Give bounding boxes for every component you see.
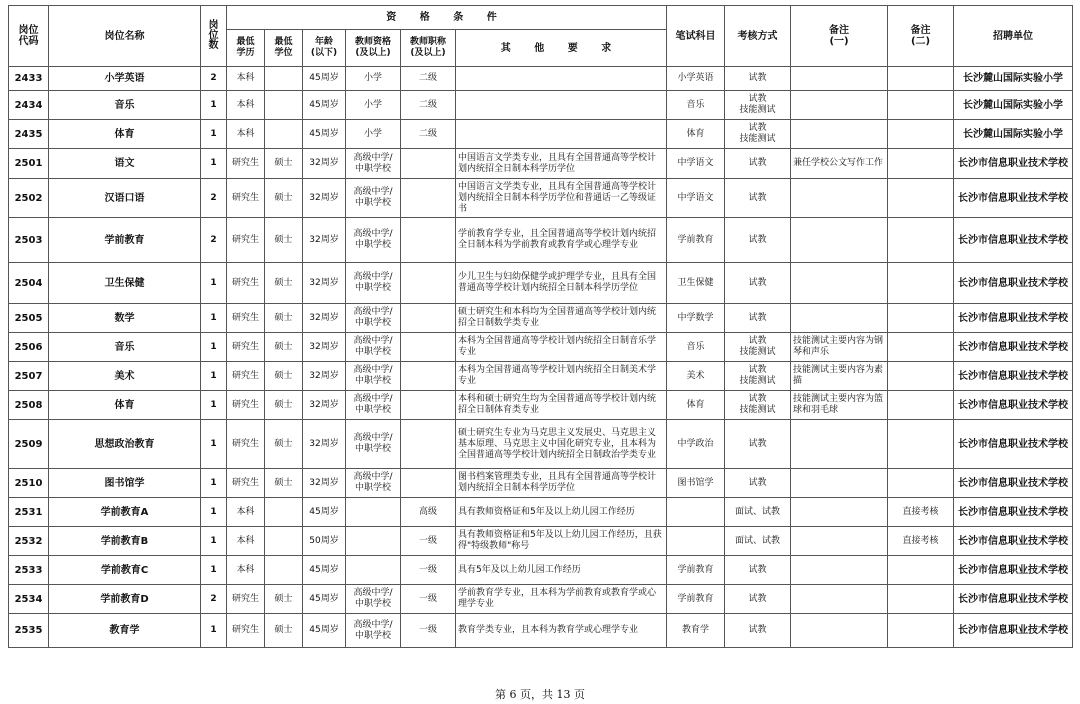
- row-unit: 长沙市信息职业技术学校: [954, 218, 1073, 263]
- row-teacher-qual: 高级中学/ 中职学校: [346, 333, 401, 362]
- row-note2: [888, 120, 954, 149]
- row-note2: [888, 614, 954, 648]
- row-teacher-qual: 高级中学/ 中职学校: [346, 469, 401, 498]
- row-name: 音乐: [49, 333, 201, 362]
- table-row: [9, 556, 1073, 585]
- row-count: 1: [201, 149, 227, 179]
- table-row: [9, 304, 1073, 333]
- row-count: 1: [201, 498, 227, 527]
- table-row: [9, 614, 1073, 648]
- row-name: 小学英语: [49, 67, 201, 91]
- row-teacher-qual: 高级中学/ 中职学校: [346, 614, 401, 648]
- row-unit: 长沙市信息职业技术学校: [954, 585, 1073, 614]
- row-degree: 硕士: [265, 420, 303, 469]
- header-title: 教师职称 (及以上): [401, 30, 456, 67]
- row-title: 二级: [401, 67, 456, 91]
- row-edu: 研究生: [227, 391, 265, 420]
- row-note1: [791, 585, 888, 614]
- row-degree: 硕士: [265, 179, 303, 218]
- row-note1: 技能测试主要内容为钢琴和声乐: [791, 333, 888, 362]
- row-age: 32周岁: [303, 333, 346, 362]
- row-note1: [791, 527, 888, 556]
- row-unit: 长沙市信息职业技术学校: [954, 333, 1073, 362]
- row-method: 试教: [725, 614, 791, 648]
- row-exam: 教育学: [667, 614, 725, 648]
- row-edu: 研究生: [227, 362, 265, 391]
- row-edu: 研究生: [227, 469, 265, 498]
- row-count: 1: [201, 614, 227, 648]
- row-method: 试教: [725, 263, 791, 304]
- row-teacher-qual: 高级中学/ 中职学校: [346, 263, 401, 304]
- row-count: 1: [201, 91, 227, 120]
- row-name: 卫生保健: [49, 263, 201, 304]
- row-degree: 硕士: [265, 469, 303, 498]
- row-other: 具有教师资格证和5年及以上幼儿园工作经历: [456, 498, 667, 527]
- header-method: 考核方式: [725, 6, 791, 67]
- row-teacher-qual: 高级中学/ 中职学校: [346, 585, 401, 614]
- row-exam: 学前教育: [667, 585, 725, 614]
- row-age: 45周岁: [303, 614, 346, 648]
- row-other: [456, 67, 667, 91]
- row-code: 2509: [9, 420, 49, 469]
- row-degree: 硕士: [265, 614, 303, 648]
- row-code: 2501: [9, 149, 49, 179]
- row-degree: [265, 498, 303, 527]
- row-code: 2533: [9, 556, 49, 585]
- table-row: [9, 179, 1073, 218]
- row-age: 45周岁: [303, 498, 346, 527]
- row-edu: 本科: [227, 120, 265, 149]
- row-degree: 硕士: [265, 362, 303, 391]
- row-unit: 长沙麓山国际实验小学: [954, 91, 1073, 120]
- row-exam: 音乐: [667, 91, 725, 120]
- row-name: 汉语口语: [49, 179, 201, 218]
- row-note2: [888, 391, 954, 420]
- row-code: 2508: [9, 391, 49, 420]
- table-row: [9, 498, 1073, 527]
- row-edu: 研究生: [227, 218, 265, 263]
- header-qualification-group: 资 格 条 件: [227, 6, 667, 30]
- row-teacher-qual: 高级中学/ 中职学校: [346, 391, 401, 420]
- header-unit: 招聘单位: [954, 6, 1073, 67]
- row-exam: 中学数学: [667, 304, 725, 333]
- row-unit: 长沙市信息职业技术学校: [954, 304, 1073, 333]
- row-count: 1: [201, 469, 227, 498]
- row-exam: 卫生保健: [667, 263, 725, 304]
- header-exam: 笔试科目: [667, 6, 725, 67]
- row-teacher-qual: [346, 527, 401, 556]
- table-body: [9, 67, 1073, 648]
- row-count: 1: [201, 527, 227, 556]
- row-unit: 长沙市信息职业技术学校: [954, 614, 1073, 648]
- row-exam: 学前教育: [667, 556, 725, 585]
- row-name: 学前教育D: [49, 585, 201, 614]
- row-exam: 体育: [667, 391, 725, 420]
- row-count: 1: [201, 263, 227, 304]
- row-edu: 研究生: [227, 585, 265, 614]
- row-name: 音乐: [49, 91, 201, 120]
- row-count: 1: [201, 391, 227, 420]
- row-title: [401, 469, 456, 498]
- row-exam: 中学语文: [667, 179, 725, 218]
- row-title: 一级: [401, 585, 456, 614]
- row-method: 面试、试教: [725, 527, 791, 556]
- row-teacher-qual: 高级中学/ 中职学校: [346, 420, 401, 469]
- row-other: 中国语言文学类专业，且具有全国普通高等学校计划内统招全日制本科学历学位和普通话一乙等级证书: [456, 179, 667, 218]
- row-name: 思想政治教育: [49, 420, 201, 469]
- row-exam: 音乐: [667, 333, 725, 362]
- table-row: [9, 91, 1073, 120]
- row-other: 具有5年及以上幼儿园工作经历: [456, 556, 667, 585]
- row-teacher-qual: [346, 556, 401, 585]
- row-age: 32周岁: [303, 362, 346, 391]
- row-method: 试教: [725, 218, 791, 263]
- row-age: 50周岁: [303, 527, 346, 556]
- row-count: 1: [201, 556, 227, 585]
- row-age: 32周岁: [303, 218, 346, 263]
- row-degree: [265, 91, 303, 120]
- table-row: [9, 333, 1073, 362]
- row-count: 1: [201, 120, 227, 149]
- row-note1: [791, 91, 888, 120]
- row-code: 2507: [9, 362, 49, 391]
- header-teacher-qual: 教师资格 (及以上): [346, 30, 401, 67]
- row-age: 32周岁: [303, 420, 346, 469]
- row-edu: 研究生: [227, 304, 265, 333]
- row-other: 中国语言文学类专业，且具有全国普通高等学校计划内统招全日制本科学历学位: [456, 149, 667, 179]
- row-edu: 研究生: [227, 179, 265, 218]
- row-title: 一级: [401, 614, 456, 648]
- row-age: 45周岁: [303, 91, 346, 120]
- table-row: [9, 469, 1073, 498]
- row-other: 本科为全国普通高等学校计划内统招全日制音乐学专业: [456, 333, 667, 362]
- row-code: 2535: [9, 614, 49, 648]
- row-note2: [888, 218, 954, 263]
- row-unit: 长沙市信息职业技术学校: [954, 179, 1073, 218]
- row-name: 学前教育: [49, 218, 201, 263]
- row-title: [401, 420, 456, 469]
- row-note2: [888, 91, 954, 120]
- row-age: 32周岁: [303, 304, 346, 333]
- row-method: 试教: [725, 469, 791, 498]
- row-exam: 美术: [667, 362, 725, 391]
- row-note1: [791, 263, 888, 304]
- row-teacher-qual: 小学: [346, 120, 401, 149]
- row-note1: [791, 420, 888, 469]
- row-note1: [791, 179, 888, 218]
- table-row: [9, 391, 1073, 420]
- page-footer: 第 6 页，共 13 页: [495, 688, 585, 701]
- table-row: [9, 585, 1073, 614]
- row-note1: [791, 498, 888, 527]
- row-teacher-qual: [346, 498, 401, 527]
- table-row: [9, 149, 1073, 179]
- row-edu: 研究生: [227, 420, 265, 469]
- row-code: 2534: [9, 585, 49, 614]
- row-note2: [888, 333, 954, 362]
- row-unit: 长沙市信息职业技术学校: [954, 498, 1073, 527]
- row-other: 本科和硕士研究生均为全国普通高等学校计划内统招全日制体育类专业: [456, 391, 667, 420]
- row-title: [401, 149, 456, 179]
- row-name: 图书馆学: [49, 469, 201, 498]
- row-unit: 长沙市信息职业技术学校: [954, 420, 1073, 469]
- row-note1: [791, 556, 888, 585]
- row-age: 45周岁: [303, 67, 346, 91]
- row-title: [401, 263, 456, 304]
- table-row: [9, 67, 1073, 91]
- row-title: [401, 218, 456, 263]
- row-method: 试教 技能测试: [725, 362, 791, 391]
- row-note1: 兼任学校公文写作工作: [791, 149, 888, 179]
- row-teacher-qual: 高级中学/ 中职学校: [346, 362, 401, 391]
- row-title: 一级: [401, 556, 456, 585]
- row-code: 2505: [9, 304, 49, 333]
- table-row: [9, 218, 1073, 263]
- header-age: 年龄 (以下): [303, 30, 346, 67]
- row-title: [401, 304, 456, 333]
- row-note1: [791, 120, 888, 149]
- row-code: 2504: [9, 263, 49, 304]
- row-age: 32周岁: [303, 263, 346, 304]
- row-unit: 长沙市信息职业技术学校: [954, 362, 1073, 391]
- row-title: [401, 179, 456, 218]
- row-count: 1: [201, 304, 227, 333]
- row-age: 45周岁: [303, 585, 346, 614]
- row-degree: 硕士: [265, 218, 303, 263]
- row-code: 2502: [9, 179, 49, 218]
- row-edu: 研究生: [227, 614, 265, 648]
- row-edu: 本科: [227, 91, 265, 120]
- header-note1: 备注 (一): [791, 6, 888, 67]
- row-unit: 长沙市信息职业技术学校: [954, 527, 1073, 556]
- row-other: 图书档案管理类专业，且具有全国普通高等学校计划内统招全日制本科学历学位: [456, 469, 667, 498]
- row-other: 少儿卫生与妇幼保健学或护理学专业，且具有全国普通高等学校计划内统招全日制本科学历学位: [456, 263, 667, 304]
- row-count: 2: [201, 179, 227, 218]
- header-other: 其 他 要 求: [456, 30, 667, 67]
- row-edu: 研究生: [227, 149, 265, 179]
- table-row: [9, 263, 1073, 304]
- row-code: 2434: [9, 91, 49, 120]
- row-code: 2503: [9, 218, 49, 263]
- row-exam: 体育: [667, 120, 725, 149]
- row-note1: [791, 614, 888, 648]
- row-count: 2: [201, 67, 227, 91]
- row-other: 硕士研究生和本科均为全国普通高等学校计划内统招全日制数学类专业: [456, 304, 667, 333]
- row-count: 1: [201, 333, 227, 362]
- header-edu: 最低 学历: [227, 30, 265, 67]
- row-note2: [888, 362, 954, 391]
- row-other: 学前教育学专业，且全国普通高等学校计划内统招全日制本科为学前教育或教育学或心理学专业: [456, 218, 667, 263]
- row-unit: 长沙市信息职业技术学校: [954, 556, 1073, 585]
- row-unit: 长沙市信息职业技术学校: [954, 469, 1073, 498]
- row-title: 二级: [401, 91, 456, 120]
- row-note1: [791, 67, 888, 91]
- row-unit: 长沙市信息职业技术学校: [954, 391, 1073, 420]
- row-code: 2532: [9, 527, 49, 556]
- row-degree: 硕士: [265, 263, 303, 304]
- row-exam: 小学英语: [667, 67, 725, 91]
- row-age: 32周岁: [303, 179, 346, 218]
- row-note2: [888, 67, 954, 91]
- row-name: 学前教育B: [49, 527, 201, 556]
- row-note2: [888, 179, 954, 218]
- row-unit: 长沙市信息职业技术学校: [954, 149, 1073, 179]
- row-degree: [265, 527, 303, 556]
- table-row: [9, 420, 1073, 469]
- row-code: 2506: [9, 333, 49, 362]
- row-note2: [888, 263, 954, 304]
- row-name: 学前教育C: [49, 556, 201, 585]
- row-title: [401, 362, 456, 391]
- recruitment-table: [8, 5, 1073, 648]
- row-note2: [888, 469, 954, 498]
- row-method: 试教: [725, 420, 791, 469]
- row-method: 试教: [725, 67, 791, 91]
- row-method: 试教: [725, 556, 791, 585]
- header-name: 岗位名称: [49, 6, 201, 67]
- row-note2: [888, 304, 954, 333]
- row-teacher-qual: 高级中学/ 中职学校: [346, 218, 401, 263]
- row-degree: 硕士: [265, 585, 303, 614]
- row-age: 32周岁: [303, 469, 346, 498]
- row-other: [456, 91, 667, 120]
- row-title: 高级: [401, 498, 456, 527]
- row-name: 体育: [49, 391, 201, 420]
- row-exam: 学前教育: [667, 218, 725, 263]
- row-code: 2433: [9, 67, 49, 91]
- row-note2: [888, 556, 954, 585]
- row-note2: [888, 585, 954, 614]
- row-method: 试教: [725, 149, 791, 179]
- row-exam: [667, 498, 725, 527]
- row-note2: 直接考核: [888, 498, 954, 527]
- row-note2: 直接考核: [888, 527, 954, 556]
- row-exam: 中学政治: [667, 420, 725, 469]
- row-degree: 硕士: [265, 333, 303, 362]
- table-row: [9, 527, 1073, 556]
- row-degree: [265, 67, 303, 91]
- row-name: 学前教育A: [49, 498, 201, 527]
- header-code: 岗位 代码: [9, 6, 49, 67]
- row-degree: 硕士: [265, 304, 303, 333]
- row-code: 2510: [9, 469, 49, 498]
- row-title: [401, 391, 456, 420]
- row-name: 语文: [49, 149, 201, 179]
- row-method: 试教 技能测试: [725, 120, 791, 149]
- row-name: 教育学: [49, 614, 201, 648]
- row-other: 本科为全国普通高等学校计划内统招全日制美术学专业: [456, 362, 667, 391]
- row-edu: 本科: [227, 498, 265, 527]
- row-edu: 研究生: [227, 333, 265, 362]
- table-row: [9, 362, 1073, 391]
- row-exam: [667, 527, 725, 556]
- row-method: 试教: [725, 304, 791, 333]
- row-teacher-qual: 高级中学/ 中职学校: [346, 149, 401, 179]
- row-other: 硕士研究生专业为马克思主义发展史、马克思主义基本原理、马克思主义中国化研究专业，且本科为全国普通高等学校计划内统招全日制政治学类专业: [456, 420, 667, 469]
- row-other: [456, 120, 667, 149]
- row-age: 45周岁: [303, 120, 346, 149]
- row-degree: 硕士: [265, 391, 303, 420]
- row-title: 一级: [401, 527, 456, 556]
- row-degree: [265, 556, 303, 585]
- row-edu: 本科: [227, 556, 265, 585]
- header-count: 岗 位 数: [201, 6, 227, 67]
- table-row: [9, 120, 1073, 149]
- row-age: 45周岁: [303, 556, 346, 585]
- row-unit: 长沙市信息职业技术学校: [954, 263, 1073, 304]
- row-note2: [888, 420, 954, 469]
- row-age: 32周岁: [303, 391, 346, 420]
- header-degree: 最低 学位: [265, 30, 303, 67]
- row-teacher-qual: 高级中学/ 中职学校: [346, 304, 401, 333]
- row-age: 32周岁: [303, 149, 346, 179]
- row-note1: [791, 304, 888, 333]
- row-note1: 技能测试主要内容为篮球和羽毛球: [791, 391, 888, 420]
- row-unit: 长沙麓山国际实验小学: [954, 67, 1073, 91]
- row-name: 体育: [49, 120, 201, 149]
- row-edu: 本科: [227, 527, 265, 556]
- row-other: 学前教育学专业，且本科为学前教育或教育学或心理学专业: [456, 585, 667, 614]
- row-other: 教育学类专业，且本科为教育学或心理学专业: [456, 614, 667, 648]
- row-note1: 技能测试主要内容为素描: [791, 362, 888, 391]
- row-method: 试教 技能测试: [725, 91, 791, 120]
- row-count: 2: [201, 585, 227, 614]
- row-degree: 硕士: [265, 149, 303, 179]
- row-note1: [791, 218, 888, 263]
- row-edu: 研究生: [227, 263, 265, 304]
- row-method: 试教: [725, 179, 791, 218]
- row-code: 2435: [9, 120, 49, 149]
- row-teacher-qual: 高级中学/ 中职学校: [346, 179, 401, 218]
- row-method: 试教: [725, 585, 791, 614]
- row-code: 2531: [9, 498, 49, 527]
- row-other: 具有教师资格证和5年及以上幼儿园工作经历，且获得"特级教师"称号: [456, 527, 667, 556]
- row-title: 二级: [401, 120, 456, 149]
- row-degree: [265, 120, 303, 149]
- row-exam: 中学语文: [667, 149, 725, 179]
- row-note1: [791, 469, 888, 498]
- row-count: 1: [201, 420, 227, 469]
- header-note2: 备注 (二): [888, 6, 954, 67]
- row-name: 数学: [49, 304, 201, 333]
- row-name: 美术: [49, 362, 201, 391]
- row-title: [401, 333, 456, 362]
- row-method: 试教 技能测试: [725, 333, 791, 362]
- row-exam: 图书馆学: [667, 469, 725, 498]
- row-method: 面试、试教: [725, 498, 791, 527]
- row-count: 2: [201, 218, 227, 263]
- row-edu: 本科: [227, 67, 265, 91]
- row-note2: [888, 149, 954, 179]
- row-teacher-qual: 小学: [346, 67, 401, 91]
- row-teacher-qual: 小学: [346, 91, 401, 120]
- row-method: 试教 技能测试: [725, 391, 791, 420]
- row-unit: 长沙麓山国际实验小学: [954, 120, 1073, 149]
- row-count: 1: [201, 362, 227, 391]
